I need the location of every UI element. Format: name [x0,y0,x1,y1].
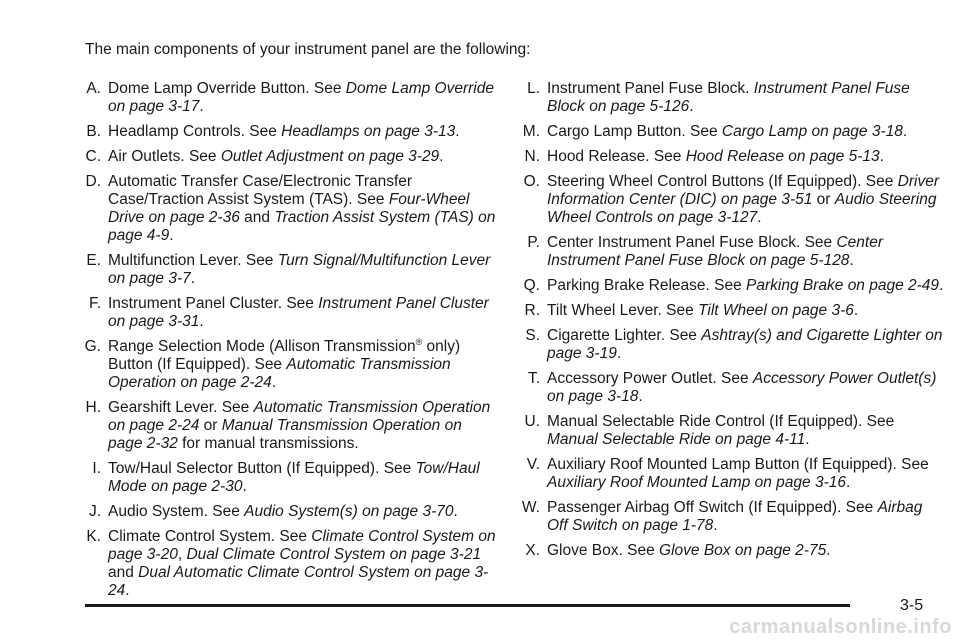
item-text-segment: . [849,252,854,269]
item-text-segment: . [439,148,444,165]
item-text [547,80,945,116]
component-item [80,528,498,600]
item-letter: H. [85,399,101,416]
item-text-segment: Tilt Wheel Lever. See [547,302,699,319]
page-reference: Audio System(s) on page 3-70 [244,503,454,520]
item-text [108,252,498,288]
item-text [547,456,945,492]
item-letter: W. [521,499,540,516]
item-text-segment: . [879,148,884,165]
page-reference: Driver Information Center (DIC) on page 3-51 [547,173,940,208]
component-item [515,234,945,270]
item-text-segment: Hood Release. See [547,148,686,165]
page-reference: Audio Steering Wheel Controls on page 3-127 [547,191,937,226]
component-item [515,499,945,535]
item-letter: P. [527,234,540,251]
item-text-segment: Glove Box. See [547,542,660,559]
item-letter: I. [92,460,101,477]
page-reference: Traction Assist System (TAS) on page 4-9 [108,209,496,244]
component-item [515,173,945,227]
item-letter: O. [523,173,540,190]
item-letter: G. [84,338,101,355]
page-reference: Outlet Adjustment on page 3-29 [220,148,440,165]
item-text-segment: Center Instrument Panel Fuse Block. See [547,234,837,251]
item-text-segment: . [455,123,460,140]
item-text-segment: Gearshift Lever. See [108,399,254,416]
item-letter: C. [85,148,101,165]
page-reference: Manual Transmission Operation on page 2-32 [108,417,462,452]
item-text-segment: Steering Wheel Control Buttons (If Equipped). See [547,173,898,190]
item-text-segment: . [453,503,458,520]
item-text [547,302,945,320]
page-reference: Glove Box on page 2-75 [659,542,827,559]
item-text [547,542,945,560]
item-letter: U. [524,413,540,430]
item-text-segment: Cigarette Lighter. See [547,327,702,344]
page-reference: Center Instrument Panel Fuse Block on page 5-128 [547,234,884,269]
item-text-segment: for manual transmissions. [177,435,359,452]
item-text-segment: Headlamp Controls. See [108,123,282,140]
component-item [80,148,498,166]
component-item [80,123,498,141]
item-text-segment: . [616,345,622,362]
item-text [547,327,945,363]
item-letter: T. [527,370,540,387]
item-text-segment: Multifunction Lever. See [108,252,278,269]
page-reference: Hood Release on page 5-13 [685,148,880,165]
item-letter: F. [88,295,101,312]
item-text-segment: . [713,517,718,534]
item-text-segment: Climate Control System. See [108,528,312,545]
page-reference: Tilt Wheel on page 3-6 [698,302,854,319]
item-text-segment: only) Button (If Equipped). See [108,338,461,373]
page-reference: Cargo Lamp on page 3-18 [721,123,903,140]
page-number: 3-5 [900,597,924,614]
item-text [547,499,945,535]
item-letter: M. [522,123,540,140]
page-reference: Dual Automatic Climate Control System on page 3-24 [108,564,489,599]
item-text [547,413,945,449]
item-text-segment: or [812,191,835,208]
page-reference: Four-Wheel Drive on page 2-36 [108,191,470,226]
component-item [515,413,945,449]
item-text-segment: . [939,277,944,294]
component-item [80,503,498,521]
item-text [108,148,498,166]
item-text-segment: Instrument Panel Fuse Block. [547,80,754,97]
component-list-left [80,80,498,607]
item-text-segment: . [757,209,762,226]
item-text [547,370,945,406]
page-reference: Auxiliary Roof Mounted Lamp on page 3-16 [547,474,846,491]
item-text-segment: . [853,302,859,319]
item-text-segment: Parking Brake Release. See [547,277,747,294]
item-text-segment: Audio System. See [108,503,245,520]
item-text-segment: . [902,123,908,140]
item-text [547,277,945,295]
page-reference: Manual Selectable Ride on page 4-11 [547,431,806,448]
item-text-segment: and [108,564,139,581]
page-reference: Automatic Transmission Operation on page 2-24 [108,356,451,391]
item-text-segment: Range Selection Mode (Allison Transmission [108,338,416,355]
item-text-segment: . [169,227,174,244]
item-text-segment: . [199,98,204,115]
registered-mark: ® [415,337,423,347]
page-reference: Instrument Panel Cluster on page 3-31 [108,295,489,330]
item-text-segment: or [199,417,222,434]
item-text [108,460,498,496]
item-text-segment: . [199,313,204,330]
component-item [515,80,945,116]
page-reference: Headlamps on page 3-13 [281,123,456,140]
item-text-segment: Cargo Lamp Button. See [547,123,722,140]
item-text-segment: . [846,474,851,491]
item-text-segment: Auxiliary Roof Mounted Lamp Button (If Equipped). See [547,456,929,473]
item-text-segment: . [125,582,130,599]
item-text [547,234,945,270]
component-item [80,80,498,116]
item-text-segment: . [826,542,831,559]
item-text [108,399,498,453]
component-item [80,252,498,288]
item-letter: B. [86,123,101,140]
component-item [80,338,498,392]
item-text-segment: Accessory Power Outlet. See [547,370,753,387]
item-text-segment: . [190,270,196,287]
component-item [80,399,498,453]
item-letter: N. [524,148,540,165]
intro-text: The main components of your instrument panel are the following: [85,41,531,58]
item-text [108,173,498,245]
item-text-segment: . [271,374,277,391]
item-letter: X. [525,542,540,559]
component-item [80,295,498,331]
item-text-segment: . [805,431,810,448]
component-item [515,123,945,141]
item-text [108,123,498,141]
item-text [108,503,498,521]
item-letter: K. [86,528,101,545]
page-reference: Climate Control System on page 3-20 [108,528,496,563]
page-reference: Dome Lamp Override on page 3-17 [108,80,494,115]
item-text [108,295,498,331]
component-item [515,456,945,492]
item-letter: S. [525,327,540,344]
component-item [515,148,945,166]
item-letter: L. [527,80,540,97]
component-item [515,327,945,363]
page-reference: Instrument Panel Fuse Block on page 5-126 [547,80,910,115]
page-reference: Turn Signal/Multifunction Lever on page 3-7 [108,252,491,287]
item-text-segment: . [689,98,694,115]
item-text [547,148,945,166]
item-text-segment: Air Outlets. See [108,148,221,165]
item-text-segment: and [239,209,275,226]
item-letter: E. [86,252,101,269]
item-text-segment: . [638,388,643,405]
item-text [547,173,945,227]
item-text-segment: Passenger Airbag Off Switch (If Equipped). See [547,499,878,516]
item-letter: R. [524,302,540,319]
page-reference: Automatic Transmission Operation on page 2-24 [108,399,491,434]
item-text-segment: Automatic Transfer Case/Electronic Transfer Case/Traction Assist System (TAS). See [108,173,413,208]
component-item [80,460,498,496]
item-text-segment: , [177,546,187,563]
item-text [108,80,498,116]
item-text-segment: Tow/Haul Selector Button (If Equipped). See [108,460,416,477]
page-reference: Parking Brake on page 2-49 [746,277,940,294]
item-letter: V. [526,456,540,473]
item-letter: J. [88,503,101,520]
item-letter: A. [86,80,101,97]
component-item [80,173,498,245]
item-text [108,528,498,600]
item-letter: Q. [523,277,540,294]
page-reference: Airbag Off Switch on page 1-78 [547,499,923,534]
page-reference: Tow/Haul Mode on page 2-30 [108,460,480,495]
component-item [515,302,945,320]
item-text-segment: Instrument Panel Cluster. See [108,295,319,312]
component-list-right [515,80,945,567]
item-letter: D. [85,173,101,190]
footer-rule [85,604,850,607]
page-reference: Ashtray(s) and Cigarette Lighter on page 3-19 [547,327,943,362]
item-text-segment: . [242,478,247,495]
item-text-segment: Dome Lamp Override Button. See [108,80,346,97]
watermark: carmanualsonline.info [729,616,952,638]
item-text [108,338,498,392]
component-item [515,370,945,406]
component-item [515,277,945,295]
item-text-segment: Manual Selectable Ride Control (If Equipped). See [547,413,895,430]
page-reference: Dual Climate Control System on page 3-21 [186,546,482,563]
component-item [515,542,945,560]
item-text [547,123,945,141]
page-reference: Accessory Power Outlet(s) on page 3-18 [547,370,937,405]
